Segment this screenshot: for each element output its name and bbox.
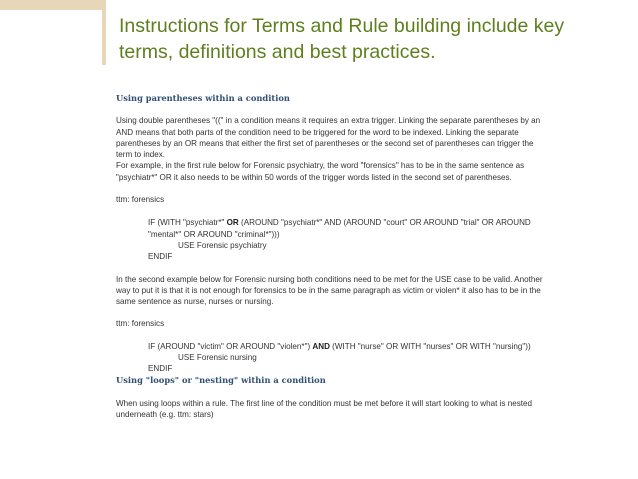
rule2-operator: AND (312, 341, 330, 351)
rule1-condition (116, 217, 548, 240)
slide-title: Instructions for Terms and Rule building include key terms, definitions and best practices. (119, 15, 565, 63)
rule1-operator: OR (226, 218, 239, 228)
paragraph-parentheses-explanation: Using double parentheses "((" in a condition means it requires an extra trigger. Linking the separate parentheses by an AND means that both parts of the condition need to be triggered for the word to be indexed. Linking the separate parentheses by an OR means that either the first set of parentheses or the second set of parentheses can trigger the term to index. (116, 116, 541, 160)
ttm-label: ttm: forensics (116, 319, 165, 329)
rule2-condition (116, 341, 548, 352)
rule1-endif: ENDIF (148, 252, 173, 262)
paragraph-example-intro: For example, in the first rule below for Forensic psychiatry, the word "forensics" has to be in the same sentence as "psychiatr*" OR it also needs to be within 50 words of the trigger words listed in the second set of parentheses. (116, 161, 525, 182)
section-heading-parentheses: Using parentheses within a condition (116, 93, 290, 103)
rule2-text-a: IF (AROUND "victim" OR AROUND "violen*") (148, 341, 313, 351)
accent-rule (102, 10, 106, 65)
rule1-text-b: (AROUND "psychiatr*" AND (AROUND "court" OR AROUND "trial" OR AROUND "mental*" OR AROUND "criminal*"))) (148, 218, 531, 239)
rule2-text-b: (WITH "nurse" OR WITH "nurses" OR WITH "nursing")) (329, 341, 531, 351)
document-excerpt (116, 93, 548, 421)
accent-bar (0, 0, 106, 10)
rule2-endif: ENDIF (148, 364, 173, 374)
rule1-text-a: IF (WITH "psychiatr*" (148, 218, 227, 228)
rule2-use: USE Forensic nursing (178, 353, 257, 363)
section-heading-loops: Using "loops" or "nesting" within a condition (116, 374, 326, 385)
paragraph-second-example: In the second example below for Forensic nursing both conditions need to be met for the USE case to be valid. Another way to put it is that it is not enough for forensics to be in the same paragraph as victim or violen* it also has to be in the same sentence as nurse, nurses or nursing. (116, 274, 543, 307)
ttm-label: ttm: forensics (116, 195, 165, 205)
rule1-use: USE Forensic psychiatry (178, 240, 267, 250)
paragraph-loops: When using loops within a rule. The first line of the condition must be met before it will start looking to what is nested underneath (e.g. ttm: stars) (116, 398, 532, 420)
